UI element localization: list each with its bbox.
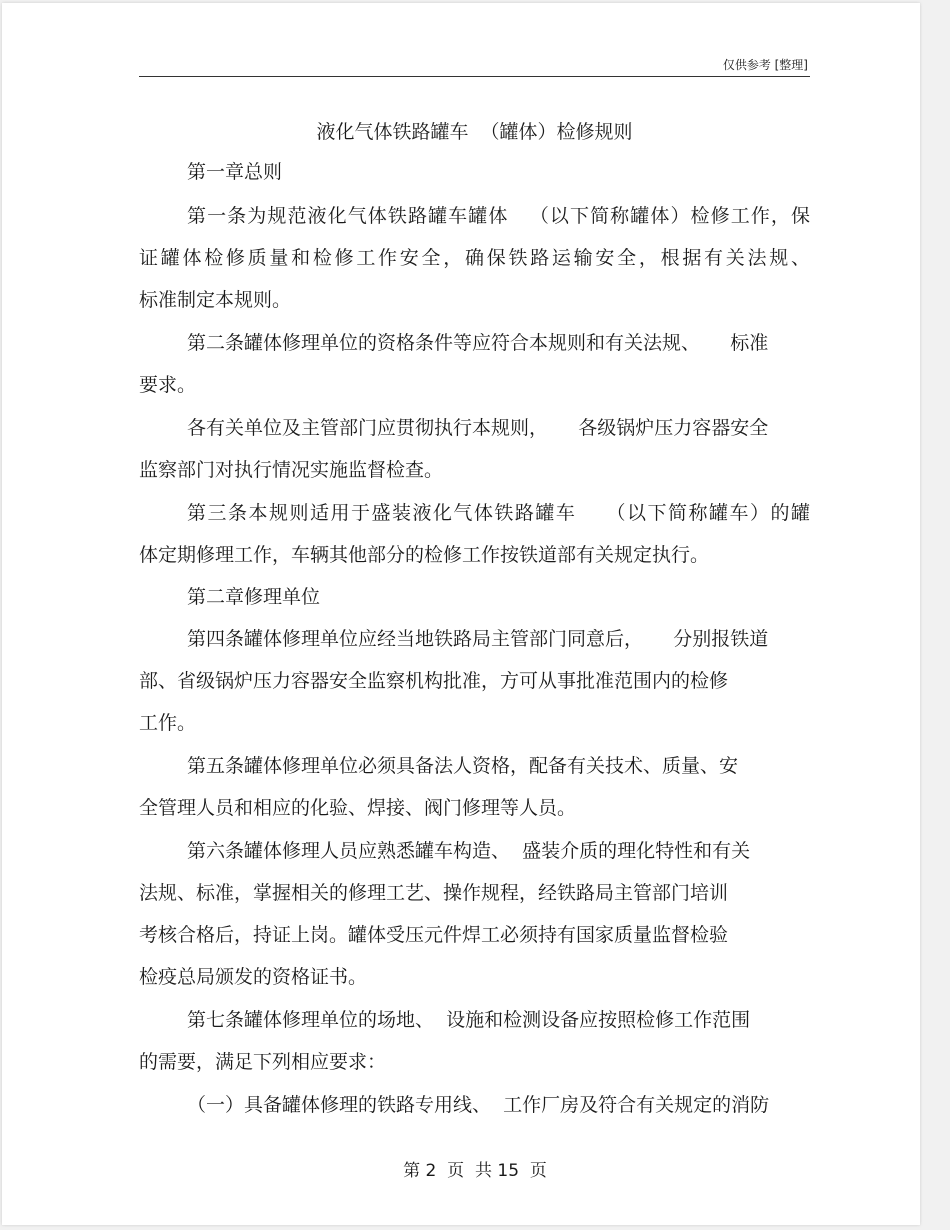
- header-note: 仅供参考 [整理]: [722, 58, 808, 72]
- chapter-heading: 第一章总则: [187, 161, 283, 183]
- paragraph-line: 体定期修理工作，车辆其他部分的检修工作按铁道部有关规定执行。: [139, 544, 710, 566]
- paragraph-line: 法规、标准，掌握相关的修理工艺、操作规程，经铁路局主管部门培训: [139, 882, 729, 904]
- paragraph-line: 工作。: [139, 712, 197, 734]
- paragraph-line: 考核合格后，持证上岗。罐体受压元件焊工必须持有国家质量监督检验: [139, 924, 729, 946]
- paragraph-line: 第四条罐体修理单位应经当地铁路局主管部门同意后， 分别报铁道: [187, 628, 769, 650]
- paragraph-line: 第六条罐体修理人员应熟悉罐车构造、 盛装介质的理化特性和有关: [187, 840, 751, 862]
- document-title: 液化气体铁路罐车 （罐体）检修规则: [316, 121, 633, 143]
- paragraph-line: 证罐体检修质量和检修工作安全，确保铁路运输安全，根据有关法规、: [139, 247, 810, 269]
- paper-sheet: [2, 3, 920, 1225]
- paragraph-line: 全管理人员和相应的化验、焊接、阀门修理等人员。: [139, 797, 577, 819]
- paragraph-line: 第三条本规则适用于盛装液化气体铁路罐车 （以下简称罐车）的罐: [187, 502, 810, 524]
- paragraph-line: 第七条罐体修理单位的场地、 设施和检测设备应按照检修工作范围: [187, 1009, 751, 1031]
- paragraph-line: 部、省级锅炉压力容器安全监察机构批准，方可从事批准范围内的检修: [139, 670, 729, 692]
- paragraph-line: 检疫总局颁发的资格证书。: [139, 966, 368, 988]
- paragraph-line: 各有关单位及主管部门应贯彻执行本规则， 各级锅炉压力容器安全: [187, 417, 769, 439]
- paragraph-line: 标准制定本规则。: [139, 289, 292, 311]
- page-number-footer: 第 2 页 共 15 页: [403, 1161, 547, 1181]
- paragraph-line: 第二条罐体修理单位的资格条件等应符合本规则和有关法规、 标准: [187, 332, 769, 354]
- header-divider: [139, 76, 810, 77]
- paragraph-line: 要求。: [139, 374, 197, 396]
- paragraph-line: 第五条罐体修理单位必须具备法人资格，配备有关技术、质量、安: [187, 755, 739, 777]
- paragraph-line: （一）具备罐体修理的铁路专用线、 工作厂房及符合有关规定的消防: [187, 1094, 770, 1116]
- paragraph-line: 的需要，满足下列相应要求：: [139, 1051, 387, 1073]
- chapter-heading: 第二章修理单位: [187, 586, 321, 608]
- paragraph-line: 监察部门对执行情况实施监督检查。: [139, 459, 444, 481]
- paragraph-line: 第一条为规范液化气体铁路罐车罐体 （以下简称罐体）检修工作，保: [187, 205, 810, 227]
